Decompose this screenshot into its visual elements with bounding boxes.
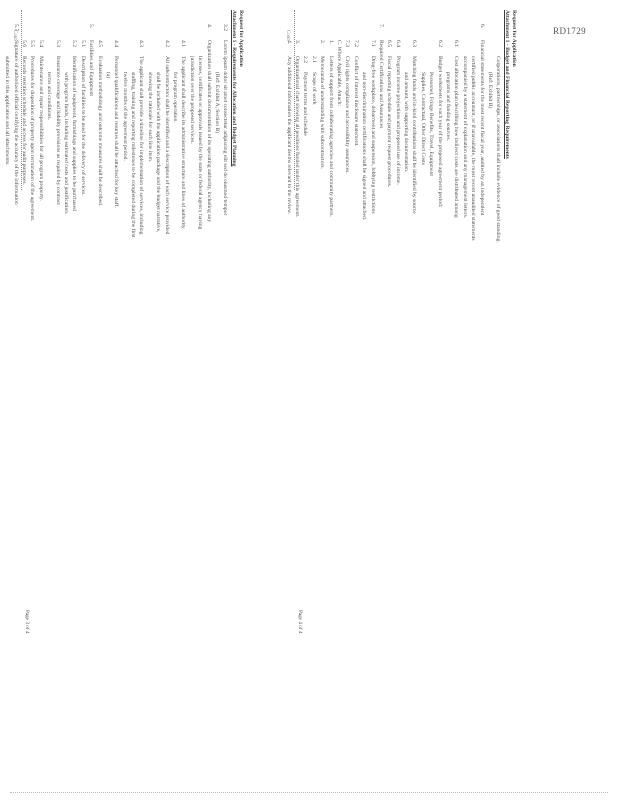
left-paragraph-text: with program funds, including estimated costs and justification. (62, 72, 69, 215)
right-paragraph-text: Organizational chart showing all positions funded under this agreement. (294, 56, 301, 218)
left-paragraph-text: jurisdiction over the proposed services. (188, 56, 195, 144)
left-paragraph (213, 10, 220, 690)
left-paragraph (162, 10, 169, 690)
left-paragraph-text: Maintenance and repair responsibilities for all program property. (37, 56, 44, 201)
right-paragraph-text: Letters of support from collaborating agencies and community partners. (327, 56, 334, 217)
right-page-label: Page 4 of 4 (297, 610, 303, 634)
left-paragraph-text: Records retention schedule and access for audit purposes. (21, 56, 28, 185)
left-paragraph (137, 10, 144, 690)
left-paragraph-text: licenses, certificates or approvals issued by the state or federal agency having (197, 56, 204, 230)
left-panel (4, 10, 244, 690)
left-paragraph-number: 5.2 (71, 40, 78, 47)
left-paragraph (112, 10, 119, 690)
left-paragraph (179, 10, 186, 690)
left-paragraph-text: Facilities and Equipment (88, 40, 95, 96)
right-paragraph-text: Payment terms and schedule (302, 72, 309, 136)
left-paragraph-text: Lorem ipsum dolor sit amet consectetur adipiscing elit sed do eiusmod tempor (222, 40, 229, 216)
left-paragraph-text: All subcontractors shall be identified and a description of each service provided (163, 56, 170, 235)
left-paragraph-text: Organization shall submit documentation of its operating authority, including any (205, 40, 212, 223)
right-paragraph-number: 6.3 (411, 40, 418, 47)
left-paragraph (221, 10, 228, 690)
right-paragraph (360, 10, 367, 690)
right-paragraph (435, 10, 442, 690)
left-paragraph (188, 10, 195, 690)
right-paragraph-number: 1. (327, 40, 334, 45)
right-paragraph-text: Conflict of interest disclosure statement. (352, 56, 359, 147)
right-paragraph (419, 10, 426, 690)
right-paragraph (402, 10, 409, 690)
left-paragraph-text: submitted in this application and all attachments. (4, 56, 11, 166)
right-paragraph-number: 2. (319, 40, 326, 45)
left-paragraph (204, 10, 211, 690)
left-divider (21, 10, 22, 190)
right-paragraph-text: Required Certifications and Assurances (377, 40, 384, 129)
left-paragraph-text: terms and conditions. (46, 72, 53, 121)
left-paragraph-number: 5. (88, 24, 95, 29)
document-number: RD1729 (553, 26, 586, 36)
left-paragraph-text: shall be included with the application package and the budget narrative, (155, 72, 162, 233)
left-paragraph-text: Procedures for disposition of property upon termination of the agreement. (29, 56, 36, 222)
left-paragraph (95, 10, 102, 690)
left-paragraph-text: Personnel qualifications and resumes shall be attached for key staff. (113, 56, 120, 208)
left-paragraph (146, 10, 153, 690)
left-paragraph (62, 10, 69, 690)
left-paragraph (45, 10, 52, 690)
left-paragraph-text: Insurance coverage and liability provisions as required by contract (54, 56, 61, 205)
right-paragraph (486, 10, 493, 690)
right-paragraph (444, 10, 451, 690)
right-paragraph (452, 10, 459, 690)
left-paragraph (3, 10, 10, 690)
right-paragraph (461, 10, 468, 690)
right-paragraph-text: Cost allocation plan describing how indirect costs are distributed among (453, 56, 460, 218)
right-paragraph (377, 10, 384, 690)
left-paragraph-text: Evaluation methodology and outcome measures shall be described. (96, 56, 103, 207)
left-paragraph (70, 10, 77, 690)
left-paragraph (28, 10, 35, 690)
left-page-label: Page 3 of 4 (24, 610, 30, 634)
right-paragraph-number: 6.2 (436, 40, 443, 47)
left-paragraph-text: twelve months of the agreement period. (121, 72, 128, 161)
right-paragraph-text: accompanied by a statement of explanation and any management letters. (461, 56, 468, 219)
left-paragraph-number: 5.1 (79, 40, 86, 47)
left-paragraph-number: 5.7 (12, 24, 19, 31)
left-paragraph (196, 10, 203, 690)
page-bottom-rule (10, 792, 608, 793)
left-paragraph-number: 4.5 (96, 40, 103, 47)
right-paragraph (284, 10, 291, 690)
right-paragraph-text: Supplies, Contractual, Other Direct Costs (419, 72, 426, 165)
left-paragraph-text: Signature of authorized official certifying the accuracy of the information (12, 40, 19, 205)
right-paragraph (352, 10, 359, 690)
right-paragraph (368, 10, 375, 690)
right-paragraph-text: Financial statements for the most recent fiscal year, audited by an independent (478, 40, 485, 216)
left-paragraph (129, 10, 136, 690)
left-paragraph-number: 4.2 (163, 40, 170, 47)
left-paragraph-number: 5.4 (37, 40, 44, 47)
left-paragraph-number: 4.1 (180, 40, 187, 47)
right-paragraph-text: Corporations, partnerships, or associations shall include evidence of good standing. (495, 56, 502, 243)
right-body (284, 10, 501, 690)
left-paragraph-text: The applicant shall describe its administrative structure and lines of authority (180, 56, 187, 229)
right-paragraph-text: Civil rights compliance and accessibility assurances. (344, 56, 351, 174)
right-paragraph-text: certified public accountant, or if unavailable, the most recent unaudited statements (470, 56, 477, 241)
right-paragraph-number: 7. (377, 24, 384, 29)
right-paragraph-text: Budget worksheets for each year of the proposed agreement period: (436, 56, 443, 208)
right-paragraph-number: 4. (285, 40, 292, 45)
left-paragraph (87, 10, 94, 690)
left-body (3, 10, 228, 690)
left-paragraph-number: 4.3 (138, 40, 145, 47)
left-paragraph-number: 5.3 (54, 40, 61, 47)
right-divider (294, 10, 295, 190)
right-paragraph-number: 6.5 (386, 40, 393, 47)
left-paragraph (171, 10, 178, 690)
right-paragraph (318, 10, 325, 690)
right-paragraph (477, 10, 484, 690)
left-paragraph (79, 10, 86, 690)
right-paragraph-number: 6. (478, 24, 485, 29)
right-cont-label: Cont. (285, 30, 290, 41)
right-paragraph-text: Personnel, Fringe Benefits, Travel, Equipment (428, 72, 435, 176)
right-paragraph-number: 6.4 (394, 40, 401, 47)
right-header-line2: Attachment 1 - Budget and Financial Reporting Requirements (503, 10, 510, 159)
right-paragraph (326, 10, 333, 690)
left-paragraph-text: The applicant shall provide a timeline for implementation of services, including (138, 56, 145, 235)
left-paragraph (37, 10, 44, 690)
right-paragraph-text: programs and funding sources. (445, 72, 452, 141)
right-paragraph-text: Program income projections and proposed use of income. (394, 56, 401, 185)
right-paragraph-number: 7.3 (344, 40, 351, 47)
left-paragraph-text: Identification of equipment, furnishings and supplies to be purchased (71, 56, 78, 211)
right-header-line1: Request for Application (511, 10, 517, 67)
right-paragraph-text: Drug-free workplace, debarment and suspension, lobbying restrictions (369, 56, 376, 214)
left-paragraph-number: 4. (205, 24, 212, 29)
left-paragraph-number: 3.2 (222, 24, 229, 31)
left-paragraph-text: showing the rationale for each line item. (146, 72, 153, 163)
right-paragraph (310, 10, 317, 690)
left-paragraph-number: 5.5 (29, 40, 36, 47)
left-paragraph (53, 10, 60, 690)
left-cont-label: Cont. (12, 30, 17, 41)
left-paragraph-text: staffing, training and reporting milestones to be completed during the first (130, 72, 137, 238)
left-header-line2: Attachment 1 - Requirements for Allocation and Budget Planning (230, 10, 237, 167)
right-paragraph-number: 7.1 (369, 40, 376, 47)
right-paragraph-text: Scope of work (310, 72, 317, 105)
right-paragraph (394, 10, 401, 690)
right-paragraph-number: 7.2 (352, 40, 359, 47)
right-paragraph-number: 2.2 (302, 56, 309, 63)
left-header (230, 10, 244, 690)
right-paragraph (335, 10, 342, 690)
right-paragraph-text: C. Where Applicable, Attach: (335, 40, 342, 106)
right-paragraph (494, 10, 501, 690)
right-paragraph (469, 10, 476, 690)
right-paragraph-number: 6.1 (453, 40, 460, 47)
left-paragraph-text: (a) (104, 72, 111, 79)
right-paragraph-number: 2.1 (310, 56, 317, 63)
left-paragraph (121, 10, 128, 690)
left-paragraph (154, 10, 161, 690)
left-paragraph-number: 4.4 (113, 40, 120, 47)
left-header-line1: Request for Application (238, 10, 244, 67)
right-paragraph-text: Matching funds and in-kind contributions shall be identified by source (411, 56, 418, 214)
right-paragraph (343, 10, 350, 690)
right-paragraph (410, 10, 417, 690)
right-paragraph-text: Fiscal reporting schedule and payment request procedures. (386, 56, 393, 188)
left-paragraph-text: (Ref: Exhibit A, Section B) (214, 72, 221, 134)
right-paragraph (427, 10, 434, 690)
right-paragraph-text: (Ref: Exhibit B) (487, 72, 494, 109)
right-paragraph-text: and amount, with supporting documentation. (403, 72, 410, 173)
right-header (503, 10, 517, 690)
left-paragraph-text: for program operation. (172, 72, 179, 123)
right-paragraph-number: 3. (294, 40, 301, 45)
right-paragraph-text: and non-discrimination certifications shall be signed and attached. (361, 72, 368, 221)
left-paragraph (104, 10, 111, 690)
right-paragraph (301, 10, 308, 690)
right-paragraph-text: Any additional information the applicant deems relevant to the review. (285, 56, 292, 215)
right-paragraph (385, 10, 392, 690)
left-paragraph (11, 10, 18, 690)
left-paragraph-number: 5.6 (21, 40, 28, 47)
right-paragraph-text: Memoranda of understanding with subcontractors. (319, 56, 326, 169)
right-panel (277, 10, 517, 690)
left-paragraph-text: Description of facilities to be used for the delivery of services. (79, 56, 86, 196)
